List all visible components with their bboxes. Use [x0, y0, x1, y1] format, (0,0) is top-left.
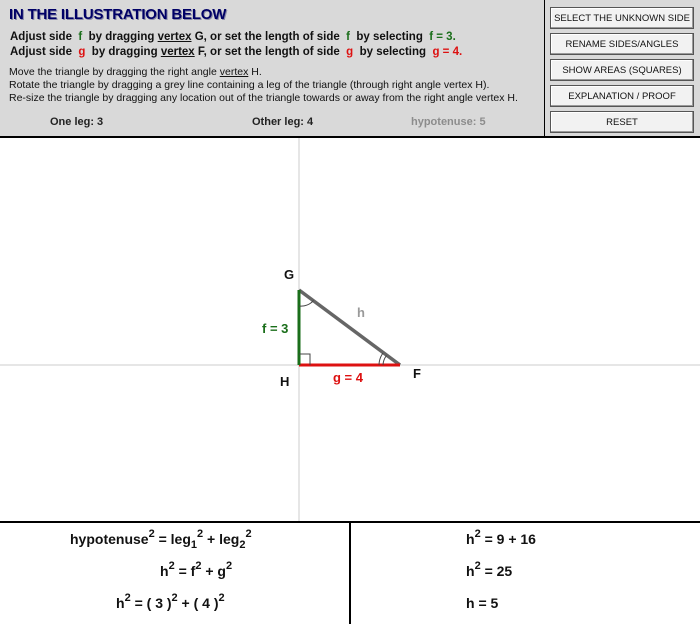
vertex-g-handle[interactable]	[291, 282, 307, 298]
note-resize: Re-size the triangle by dragging any location out of the triangle towards or away from the right angle vertex H.	[9, 92, 518, 104]
exponent: 2	[474, 560, 481, 572]
formula-text: h	[160, 563, 169, 579]
side-f-symbol: f	[78, 31, 83, 43]
side-f-label: f = 3	[262, 321, 289, 336]
vertex-link: vertex	[160, 46, 195, 58]
formula-panel	[0, 521, 700, 624]
rename-sides-angles-button[interactable]: RENAME SIDES/ANGLES	[550, 33, 694, 55]
instruction-text: Adjust side	[10, 46, 72, 58]
side-g-symbol: g	[78, 46, 86, 58]
subscript: 2	[239, 539, 246, 551]
select-f-value[interactable]: f = 3.	[429, 31, 456, 43]
formula-substituted	[116, 592, 225, 611]
exponent: 2	[124, 592, 131, 604]
formula-text: h	[466, 563, 475, 579]
exponent: 2	[171, 592, 178, 604]
formula-text: = 9 + 16	[480, 531, 536, 547]
vertex-g-label: G	[284, 267, 295, 282]
note-text: H.	[251, 66, 262, 78]
formula-text: h	[116, 595, 125, 611]
instruction-text: by selecting	[356, 31, 423, 43]
exponent: 2	[218, 592, 225, 604]
exponent: 2	[148, 528, 155, 540]
instruction-text: F, or set the length of side	[197, 46, 340, 58]
page-title: IN THE ILLUSTRATION BELOW	[9, 6, 227, 23]
angle-f-arc-outer	[379, 353, 383, 365]
show-areas-button[interactable]: SHOW AREAS (SQUARES)	[550, 59, 694, 81]
vertex-link: vertex	[219, 66, 249, 78]
instruction-text: Adjust side	[10, 31, 72, 43]
formula-text: + g	[201, 563, 226, 579]
instruction-line-g	[10, 46, 462, 58]
vertex-h-handle[interactable]	[291, 357, 307, 373]
hypotenuse-readout: hypotenuse: 5	[411, 116, 486, 128]
formula-text: = f	[174, 563, 196, 579]
explanation-proof-button[interactable]: EXPLANATION / PROOF	[550, 85, 694, 107]
exponent: 2	[197, 528, 204, 540]
button-panel	[546, 0, 700, 136]
formula-result: h = 5	[466, 595, 499, 611]
instruction-text: by selecting	[359, 46, 427, 58]
exponent: 2	[474, 528, 481, 540]
formula-general	[70, 528, 252, 551]
formula-text: + leg	[203, 531, 240, 547]
vertex-f-label: F	[413, 366, 421, 381]
vertex-f-handle[interactable]	[392, 357, 408, 373]
note-rotate: Rotate the triangle by dragging a grey line containing a leg of the triangle (through right angle vertex H).	[9, 79, 490, 91]
vertex-h-label: H	[280, 374, 290, 389]
formula-text: hypotenuse	[70, 531, 149, 547]
formula-text: h	[466, 531, 475, 547]
instruction-text: by dragging	[88, 31, 155, 43]
exponent: 2	[168, 560, 175, 572]
formula-text: = ( 3 )	[130, 595, 172, 611]
exponent: 2	[245, 528, 252, 540]
other-leg-readout: Other leg: 4	[252, 116, 314, 128]
exponent: 2	[225, 560, 233, 572]
reset-button[interactable]: RESET	[550, 111, 694, 133]
side-h	[299, 290, 400, 365]
side-h-label: h	[357, 305, 365, 320]
vertex-link: vertex	[157, 31, 192, 43]
note-move	[9, 66, 262, 78]
triangle-canvas[interactable]	[0, 138, 700, 521]
triangle-diagram	[0, 138, 700, 521]
note-text: Move the triangle by dragging the right angle	[9, 66, 217, 78]
formula-text: = 25	[480, 563, 513, 579]
side-g-symbol: g	[346, 46, 354, 58]
select-unknown-side-button[interactable]: SELECT THE UNKNOWN SIDE	[550, 7, 694, 29]
formula-divider	[349, 523, 351, 624]
formula-sum	[466, 528, 536, 547]
side-f-symbol: f	[346, 31, 350, 43]
select-g-value[interactable]: g = 4.	[432, 46, 463, 58]
control-panel	[0, 0, 700, 138]
side-g-label: g = 4	[333, 370, 363, 385]
exponent: 2	[195, 560, 202, 572]
formula-text: = leg	[154, 531, 191, 547]
formula-text: + ( 4 )	[177, 595, 219, 611]
instruction-text: G, or set the length of side	[194, 31, 340, 43]
instruction-line-f	[10, 31, 456, 43]
formula-sides	[160, 560, 233, 579]
instruction-text: by dragging	[91, 46, 158, 58]
instructions-panel	[0, 0, 545, 136]
subscript: 1	[190, 539, 198, 551]
formula-total	[466, 560, 513, 579]
one-leg-readout: One leg: 3	[50, 116, 104, 128]
